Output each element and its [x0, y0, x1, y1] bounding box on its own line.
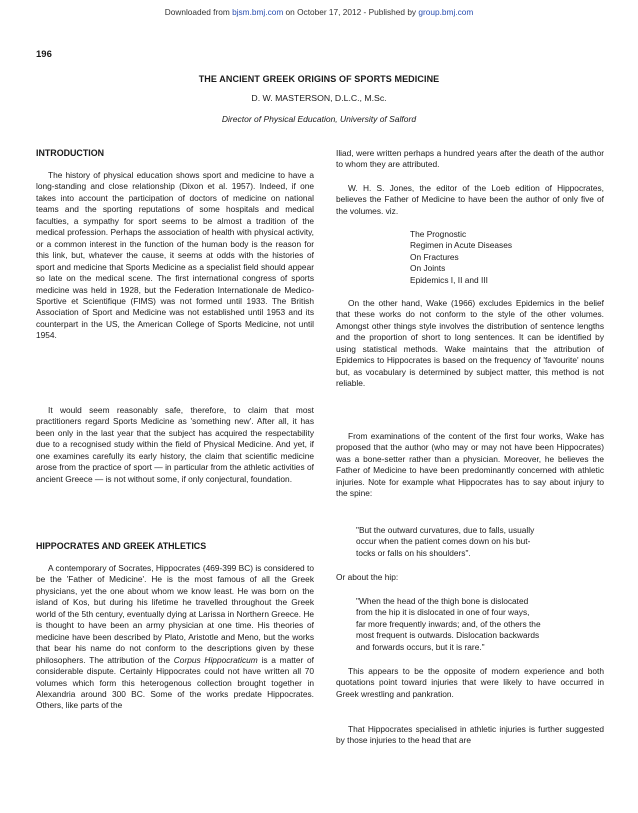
hippo-p1-end: is a matter of considerable dispute. Certainly Hippocrates could not have written all 70 volumes which form this heterogenous collection brought together in Alexandria around 300 BC. Some of the works predate Hippocrates. Others, like parts of the: [36, 654, 314, 711]
hip-quote: [356, 596, 604, 653]
hippo-p1-start: A contemporary of Socrates, Hippocrates (469-399 BC) is considered to be the 'Father of Medicine'. He is the most famous of all the Greek physicians, yet the one about whom we know least. He was born on the island of Kos, but during his lifetime he travelled throughout the Greek world of the 5th century, eventually dying at Larissa in Northern Greece. He is thought to have been an army physician at one time. His theories of medicine have been described by Plato, Aristotle and Meno, but the works that bear his name do not conform to the descriptions given by these philosophers. The attribution of the: [36, 563, 314, 665]
quote-line: and forwards occurs, but it is rare.": [356, 641, 485, 652]
continuation-text: Iliad, were written perhaps a hundred years after the death of the author to whom they are attributed.: [336, 148, 604, 170]
introduction-heading: INTRODUCTION: [36, 148, 105, 158]
intro-paragraph-2: [36, 405, 314, 485]
opposite-paragraph: [336, 666, 604, 700]
quote-line: most frequent is outwards. Dislocation backwards: [356, 630, 540, 641]
volume-item: On Fractures: [410, 251, 459, 262]
corpus-title: Corpus Hippocraticum: [173, 654, 258, 665]
examination-paragraph: [336, 431, 604, 500]
jones-text: W. H. S. Jones, the editor of the Loeb edition of Hippocrates, believes the Father of Medicine to have been the author of only five of the volumes. viz.: [336, 183, 604, 216]
quote-line: far more frequently inwards; and, of the others the: [356, 618, 541, 629]
specialised-text: That Hippocrates specialised in athletic injuries is further suggested by those injuries to the head that are: [336, 724, 604, 746]
banner-prefix: Downloaded from: [164, 7, 233, 17]
volume-item: Regimen in Acute Diseases: [410, 240, 513, 251]
jones-paragraph: [336, 183, 604, 217]
author-affiliation: Director of Physical Education, University of Salford: [221, 114, 417, 124]
volume-item: On Joints: [410, 263, 446, 274]
article-title: THE ANCIENT GREEK ORIGINS OF SPORTS MEDICINE: [198, 74, 440, 84]
quote-line: "But the outward curvatures, due to falls, usually: [356, 525, 535, 535]
hippo-p1-text: [36, 563, 314, 712]
quote-line: from the hip it is dislocated in one of four ways,: [356, 607, 530, 618]
hippocrates-paragraph: [36, 563, 314, 712]
volume-item: Epidemics I, II and III: [410, 274, 488, 285]
quote-line: occur when the patient comes down on his but-: [356, 536, 531, 547]
exam-text: From examinations of the content of the first four works, Wake has proposed that the author (who may or may not have been Hippocrates) was a bone-setter rather than a physician. Moreover, he believes the Father of Medicine to have been predominantly concerned with athletic injuries. Note for example what Hippocrates has to say about injury to the spine:: [336, 431, 604, 499]
wake-text: On the other hand, Wake (1966) excludes Epidemics in the belief that these works do not conform to the style of the other volumes. Amongst other things style involves the distribution of sentence lengths and the proportion of short to long sentences. It can be identified by using statistical methods. Wake maintains that the attribution of Epidemics to Hippocrates is based on the frequency of 'favourite' nouns but, as vocabulary is determined by subject matter, this method is not reliable.: [336, 298, 604, 389]
intro-paragraph-1: [36, 170, 314, 342]
specialised-paragraph: [336, 724, 604, 747]
article-author: D. W. MASTERSON, D.L.C., M.Sc.: [251, 93, 387, 103]
download-banner: [0, 7, 638, 17]
volume-list: [410, 229, 600, 286]
quote-line: tocks or falls on his shoulders".: [356, 547, 471, 558]
wake-paragraph: [336, 298, 604, 390]
volume-item: The Prognostic: [410, 229, 467, 239]
spine-quote: [356, 525, 604, 559]
iliad-continuation: [336, 148, 604, 171]
opposite-text: This appears to be the opposite of modern experience and both quotations point toward injuries that were likely to have occurred in Greek wrestling and pankration.: [336, 666, 604, 699]
quote-line: "When the head of the thigh bone is dislocated: [356, 596, 529, 606]
bjsm-link[interactable]: bjsm.bmj.com: [232, 7, 284, 17]
intro-p1-text: The history of physical education shows sport and medicine to have a long-standing and close relationship (Dixon et al. 1957). Indeed, if one takes into account the participation of doctors of medicine on national teams and the sporting reputations of some hospitals and medical faculties, a sympathy for sport seems to be almost a tradition of the medical profession. Perhaps the association of health with physical activity, or a common interest in the function of the human body is the reason for this link, but, whatever the cause, it seems at odds with the histories of sport and medicine that Sports Medicine as a specialist field should appear so late on the medical scene. The first international congress of sports medicine was held in 1928, but the Federation Internationale de Medico-Sportive et Scientifique (FIMS) was not formed until 1933. The British Association of Sport and Medicine was not established until 1953 and its counterpart in the US, the American College of Sports Medicine, not until 1954.: [36, 170, 314, 341]
hip-intro: [336, 572, 604, 583]
page-number: 196: [36, 49, 52, 60]
intro-p2-text: It would seem reasonably safe, therefore, to claim that most practitioners regard Sports Medicine as 'something new'. After all, it has been only in the last year that the subject has acquired the respectability due to a recognised study within the field of Physical Medicine. And yet, if one examines carefully its early history, the claim that scientific medicine arose from the practice of sport — in particular from the athletic activities of ancient Greece — is not without some, if only conjectural, foundation.: [36, 405, 314, 484]
group-bmj-link[interactable]: group.bmj.com: [418, 7, 474, 17]
hip-intro-text: Or about the hip:: [336, 572, 399, 582]
banner-middle: on October 17, 2012 - Published by: [283, 7, 419, 17]
hippocrates-heading: HIPPOCRATES AND GREEK ATHLETICS: [36, 541, 207, 551]
